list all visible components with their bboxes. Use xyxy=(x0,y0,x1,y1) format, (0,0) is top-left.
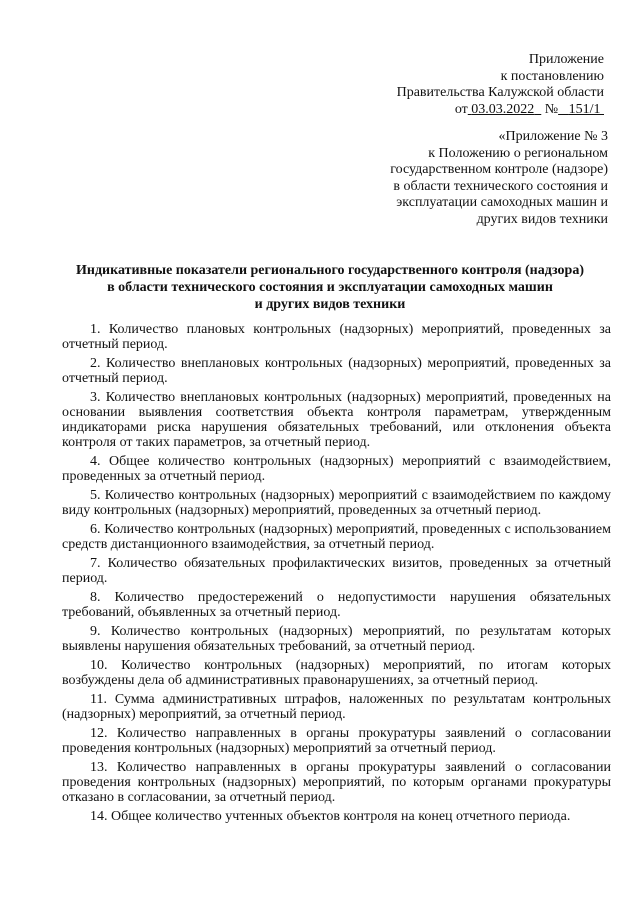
list-item: 1. Количество плановых контрольных (надзорных) мероприятий, проведенных за отчетный период. xyxy=(62,322,611,352)
list-item: 8. Количество предостережений о недопустимости нарушения обязательных требований, объявленных за отчетный период. xyxy=(62,590,611,620)
appendix-title: Приложение xyxy=(528,52,604,67)
list-item: 11. Сумма административных штрафов, наложенных по результатам контрольных (надзорных) мероприятий, за отчетный период. xyxy=(62,692,611,722)
list-item: 9. Количество контрольных (надзорных) мероприятий, по результатам которых выявлены нарушения обязательных требований, за отчетный период. xyxy=(62,624,611,654)
appendix-number: 151/1 xyxy=(568,101,601,117)
list-item: 12. Количество направленных в органы прокуратуры заявлений о согласовании проведения контрольных (надзорных) мероприятий за отчетный период. xyxy=(62,726,611,756)
list-item: 2. Количество внеплановых контрольных (надзорных) мероприятий, проведенных за отчетный период. xyxy=(62,356,611,386)
number-label: № xyxy=(544,101,559,117)
appendix3-title: «Приложение № 3 xyxy=(498,129,608,144)
list-item: 3. Количество внеплановых контрольных (надзорных) мероприятий, проведенных на основании выявления соответствия объекта контроля параметрам, утвержденным индикаторами риска нарушения обязательных требований, или отклонения объекта контроля от таких параметров, за отчетный период. xyxy=(62,390,611,450)
appendix3-line: других видов техники xyxy=(476,211,608,227)
list-item: 7. Количество обязательных профилактических визитов, проведенных за отчетный период. xyxy=(62,556,611,586)
appendix3-line: эксплуатации самоходных машин и xyxy=(396,195,608,210)
appendix3-header xyxy=(390,129,608,228)
list-item: 4. Общее количество контрольных (надзорных) мероприятий с взаимодействием, проведенных за отчетный период. xyxy=(62,454,611,484)
appendix3-line: к Положению о региональном xyxy=(428,145,608,161)
list-item: 13. Количество направленных в органы прокуратуры заявлений о согласовании проведения контрольных (надзорных) мероприятий, по которым органами прокуратуры отказано в согласовании, за отчетный период. xyxy=(62,760,611,805)
list-item: 5. Количество контрольных (надзорных) мероприятий с взаимодействием по каждому виду контрольных (надзорных) мероприятий, проведенных за отчетный период. xyxy=(62,488,611,518)
appendix-government-line: Правительства Калужской области xyxy=(396,85,604,100)
title-line: в области технического состояния и эксплуатации самоходных машин xyxy=(107,280,553,295)
document-title xyxy=(60,262,600,313)
from-label: от xyxy=(454,101,468,117)
title-line: Индикативные показатели регионального государственного контроля (надзора) xyxy=(76,263,584,278)
indicator-list xyxy=(62,322,611,828)
appendix-date: 03.03.2022 xyxy=(471,101,535,117)
appendix-header xyxy=(397,52,604,118)
appendix3-line: государственном контроле (надзоре) xyxy=(390,162,608,177)
appendix3-line: в области технического состояния и xyxy=(393,178,608,194)
list-item: 10. Количество контрольных (надзорных) мероприятий, по итогам которых возбуждены дела об административных правонарушениях, за отчетный период. xyxy=(62,658,611,688)
appendix-resolution-line: к постановлению xyxy=(500,68,604,84)
appendix-date-number-line xyxy=(397,102,604,119)
list-item: 6. Количество контрольных (надзорных) мероприятий, проведенных с использованием средств дистанционного взаимодействия, за отчетный период. xyxy=(62,522,611,552)
title-line: и других видов техники xyxy=(254,297,406,312)
list-item: 14. Общее количество учтенных объектов контроля на конец отчетного периода. xyxy=(90,809,571,824)
